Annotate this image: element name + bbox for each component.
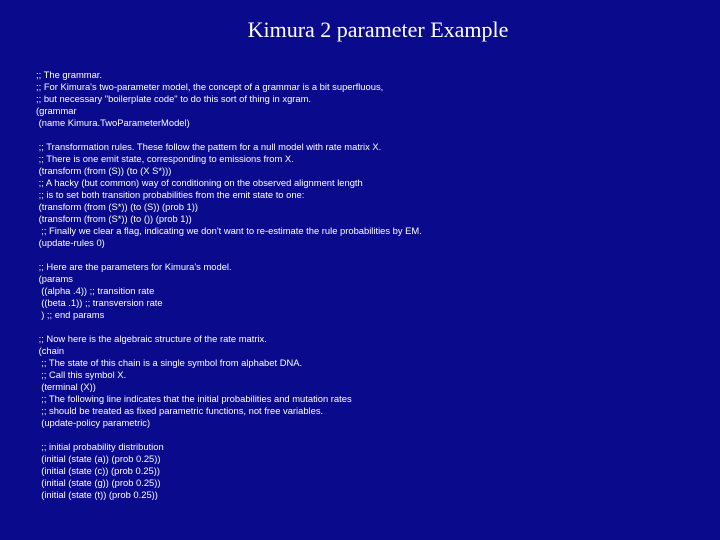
paragraph-gap (36, 129, 422, 141)
code-line: (initial (state (g)) (prob 0.25)) (36, 477, 161, 488)
code-line: (initial (state (c)) (prob 0.25)) (36, 465, 160, 476)
paragraph-gap (36, 249, 422, 261)
code-line: ;; but necessary "boilerplate code" to do this sort of thing in xgram. (36, 93, 312, 104)
code-line: (update-policy parametric) (36, 417, 151, 428)
paragraph-gap (36, 429, 422, 441)
code-line: ((beta .1)) ;; transversion rate (36, 297, 163, 308)
code-line: ;; The grammar. (36, 69, 102, 80)
code-line: ;; A hacky (but common) way of conditioning on the observed alignment length (36, 177, 363, 188)
code-line: (chain (36, 345, 65, 356)
code-listing (36, 69, 422, 501)
code-line: ) ;; end params (36, 309, 105, 320)
code-line: (initial (state (a)) (prob 0.25)) (36, 453, 161, 464)
code-line: (transform (from (S*)) (to ()) (prob 1)) (36, 213, 192, 224)
code-line: (transform (from (S)) (to (X S*))) (36, 165, 172, 176)
paragraph-gap (36, 321, 422, 333)
code-line: ;; is to set both transition probabilities from the emit state to one: (36, 189, 305, 200)
code-line: (name Kimura.TwoParameterModel) (36, 117, 190, 128)
code-line: (terminal (X)) (36, 381, 96, 392)
code-line: ;; Transformation rules. These follow the pattern for a null model with rate matrix X. (36, 141, 382, 152)
code-line: ;; Now here is the algebraic structure of the rate matrix. (36, 333, 267, 344)
code-line: ;; The following line indicates that the initial probabilities and mutation rates (36, 393, 352, 404)
slide-title: Kimura 2 parameter Example (247, 17, 509, 42)
code-line: (transform (from (S*)) (to (S)) (prob 1)) (36, 201, 198, 212)
code-line: (initial (state (t)) (prob 0.25)) (36, 489, 158, 500)
code-line: (update-rules 0) (36, 237, 105, 248)
code-line: ;; should be treated as fixed parametric functions, not free variables. (36, 405, 324, 416)
code-line: ;; Here are the parameters for Kimura's model. (36, 261, 232, 272)
code-line: (params (36, 273, 73, 284)
code-line: ;; initial probability distribution (36, 441, 164, 452)
code-line: (grammar (36, 105, 77, 116)
code-line: ((alpha .4)) ;; transition rate (36, 285, 155, 296)
code-line: ;; Call this symbol X. (36, 369, 127, 380)
code-line: ;; The state of this chain is a single symbol from alphabet DNA. (36, 357, 303, 368)
code-line: ;; Finally we clear a flag, indicating we don't want to re-estimate the rule probabilities by EM. (36, 225, 422, 236)
code-line: ;; There is one emit state, corresponding to emissions from X. (36, 153, 294, 164)
code-line: ;; For Kimura's two-parameter model, the concept of a grammar is a bit superfluous, (36, 81, 384, 92)
